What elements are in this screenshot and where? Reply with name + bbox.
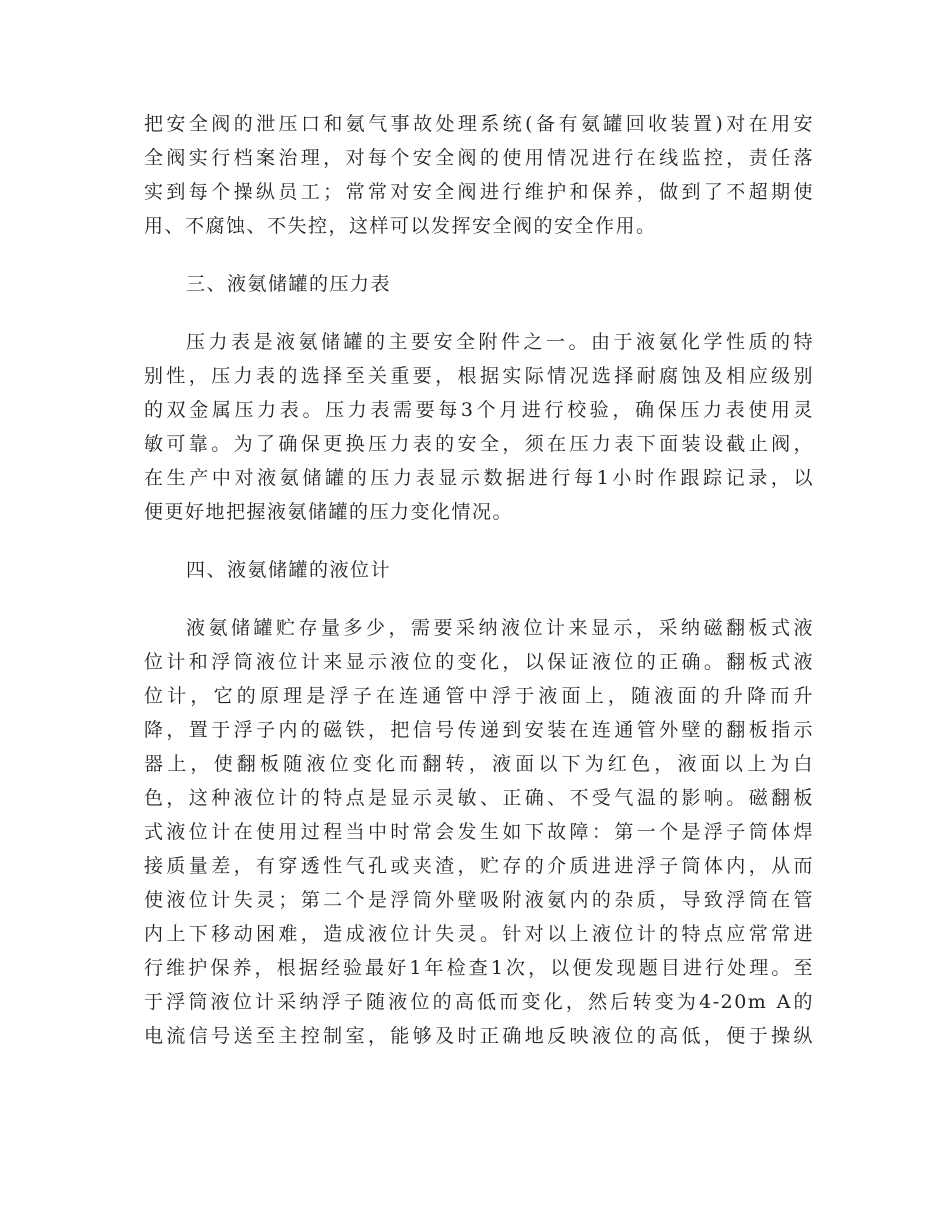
text-line: 位计，它的原理是浮子在连通管中浮于液面上，随液面的升降而升 bbox=[144, 685, 814, 707]
text-line: 用、不腐蚀、不失控，这样可以发挥安全阀的安全作用。 bbox=[144, 215, 657, 237]
text-line: 敏可靠。为了确保更换压力表的安全，须在压力表下面装设截止阀， bbox=[144, 433, 814, 455]
text-line: 式液位计在使用过程当中时常会发生如下故障：第一个是浮子筒体焊 bbox=[144, 821, 814, 843]
text-line: 全阀实行档案治理，对每个安全阀的使用情况进行在线监控，责任落 bbox=[144, 147, 814, 169]
paragraph-gap bbox=[144, 587, 814, 611]
text-line: 的双金属压力表。压力表需要每3个月进行校验，确保压力表使用灵 bbox=[144, 399, 814, 421]
text-line: 电流信号送至主控制室，能够及时正确地反映液位的高低，便于操纵 bbox=[144, 1025, 814, 1047]
text-line: 使液位计失灵；第二个是浮筒外壁吸附液氨内的杂质，导致浮筒在管 bbox=[144, 889, 814, 911]
paragraph-safety-valve bbox=[144, 107, 814, 243]
text-line: 把安全阀的泄压口和氨气事故处理系统(备有氨罐回收装置)对在用安 bbox=[144, 113, 814, 135]
text-line: 行维护保养，根据经验最好1年检查1次，以便发现题目进行处理。至 bbox=[144, 957, 814, 979]
text-line: 内上下移动困难，造成液位计失灵。针对以上液位计的特点应常常进 bbox=[144, 923, 814, 945]
paragraph-gap bbox=[144, 529, 814, 553]
paragraph-level-gauge bbox=[144, 611, 814, 1053]
text-line: 色，这种液位计的特点是显示灵敏、正确、不受气温的影响。磁翻板 bbox=[144, 787, 814, 809]
section-heading-pressure-gauge: 三、液氨储罐的压力表 bbox=[186, 273, 392, 295]
text-line: 便更好地把握液氨储罐的压力变化情况。 bbox=[144, 501, 514, 523]
document-body bbox=[144, 107, 814, 1053]
paragraph-gap bbox=[144, 301, 814, 325]
text-line: 在生产中对液氨储罐的压力表显示数据进行每1小时作跟踪记录，以 bbox=[144, 467, 814, 489]
text-line: 降，置于浮子内的磁铁，把信号传递到安装在连通管外壁的翻板指示 bbox=[144, 719, 814, 741]
text-line: 位计和浮筒液位计来显示液位的变化，以保证液位的正确。翻板式液 bbox=[144, 651, 814, 673]
text-line: 于浮筒液位计采纳浮子随液位的高低而变化，然后转变为4-20m A的 bbox=[144, 991, 814, 1013]
text-line: 实到每个操纵员工；常常对安全阀进行维护和保养，做到了不超期使 bbox=[144, 181, 814, 203]
paragraph-pressure-gauge bbox=[144, 325, 814, 529]
text-line: 接质量差，有穿透性气孔或夹渣，贮存的介质进进浮子筒体内，从而 bbox=[144, 855, 814, 877]
text-line: 器上，使翻板随液位变化而翻转，液面以下为红色，液面以上为白 bbox=[144, 753, 814, 775]
paragraph-gap bbox=[144, 243, 814, 267]
text-line: 别性，压力表的选择至关重要，根据实际情况选择耐腐蚀及相应级别 bbox=[144, 365, 814, 387]
section-heading-level-gauge: 四、液氨储罐的液位计 bbox=[186, 559, 392, 581]
text-line: 压力表是液氨储罐的主要安全附件之一。由于液氨化学性质的特 bbox=[186, 331, 814, 353]
text-line: 液氨储罐贮存量多少，需要采纳液位计来显示，采纳磁翻板式液 bbox=[186, 617, 814, 639]
